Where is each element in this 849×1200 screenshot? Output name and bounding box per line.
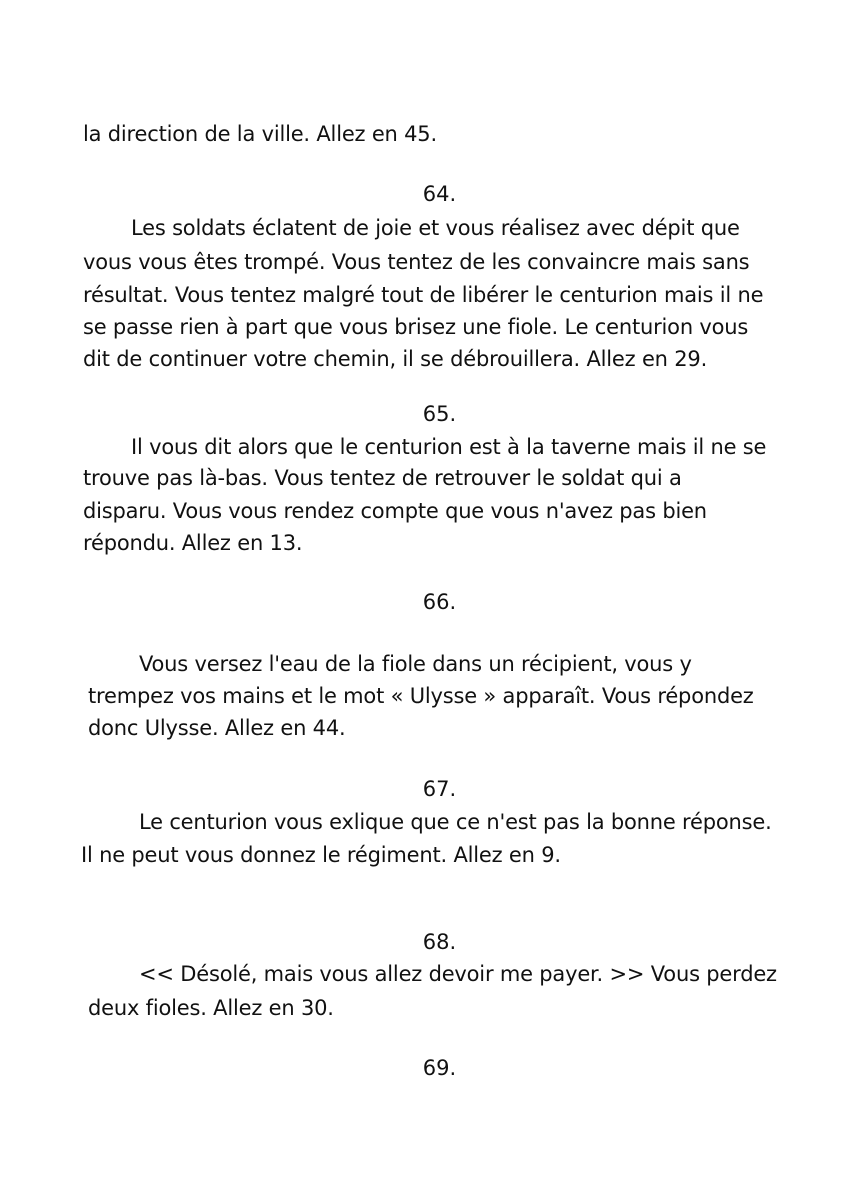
carryover-line: la direction de la ville. Allez en 45. [83, 122, 437, 146]
paragraph-line: Il ne peut vous donnez le régiment. Allez en 9. [81, 843, 561, 867]
section-number: 69. [422, 1056, 457, 1080]
paragraph-line: deux fioles. Allez en 30. [88, 996, 334, 1020]
section-number: 65. [422, 402, 457, 426]
paragraph-line: Les soldats éclatent de joie et vous réalisez avec dépit que [131, 216, 740, 240]
section-number: 64. [422, 182, 457, 206]
section-number: 68. [422, 930, 457, 954]
paragraph-line: résultat. Vous tentez malgré tout de libérer le centurion mais il ne [83, 283, 764, 307]
paragraph-line: Il vous dit alors que le centurion est à la taverne mais il ne se [131, 435, 767, 459]
section-number: 66. [422, 590, 457, 614]
section-number: 67. [422, 777, 457, 801]
paragraph-line: dit de continuer votre chemin, il se débrouillera. Allez en 29. [83, 347, 708, 371]
paragraph-line: trouve pas là-bas. Vous tentez de retrouver le soldat qui a [83, 466, 682, 490]
paragraph-line: donc Ulysse. Allez en 44. [88, 716, 346, 740]
paragraph-line: se passe rien à part que vous brisez une fiole. Le centurion vous [83, 315, 749, 339]
paragraph-line: répondu. Allez en 13. [83, 531, 303, 555]
paragraph-line: vous vous êtes trompé. Vous tentez de les convaincre mais sans [83, 250, 750, 274]
paragraph-line: << Désolé, mais vous allez devoir me payer. >> Vous perdez [139, 962, 777, 986]
paragraph-line: disparu. Vous vous rendez compte que vous n'avez pas bien [83, 499, 707, 523]
paragraph-line: trempez vos mains et le mot « Ulysse » apparaît. Vous répondez [88, 684, 754, 708]
paragraph-line: Vous versez l'eau de la fiole dans un récipient, vous y [139, 652, 692, 676]
paragraph-line: Le centurion vous exlique que ce n'est pas la bonne réponse. [139, 810, 772, 834]
